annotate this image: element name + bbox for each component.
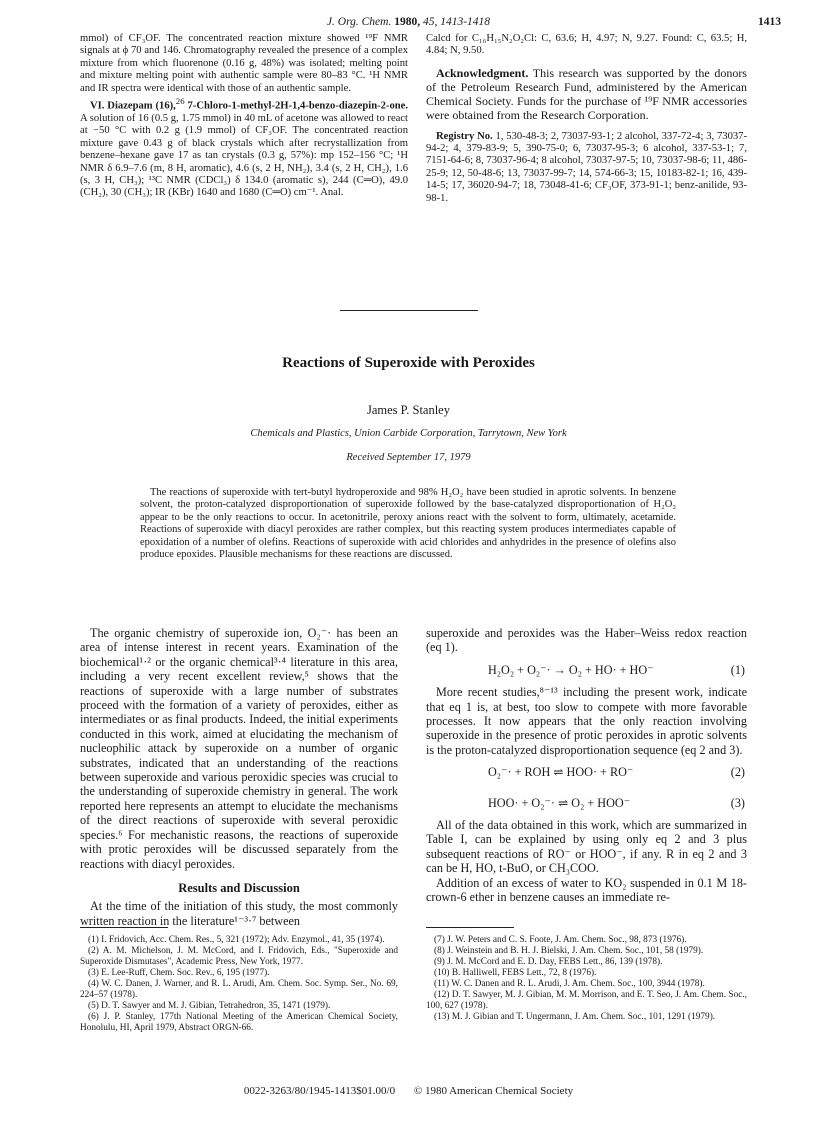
haber-weiss-paragraph: superoxide and peroxides was the Haber–Weiss redox reaction (eq 1). [426, 626, 747, 655]
copyright: © 1980 American Chemical Society [413, 1085, 574, 1097]
main-right-column [426, 626, 747, 905]
page-footer [0, 1085, 817, 1097]
received-date: Received September 17, 1979 [346, 452, 471, 463]
footnote: (7) J. W. Peters and C. S. Foote, J. Am. Chem. Soc., 98, 873 (1976). [434, 935, 687, 945]
water-addition-paragraph: Addition of an excess of water to KO₂ suspended in 0.1 M 18-crown-6 ether in benzene causes an immediate re- [426, 875, 747, 905]
diazepam-text: A solution of 16 (0.5 g, 1.75 mmol) in 40 mL of acetone was allowed to react at −50 °C with 0.2 g (1.9 mmol) of CF₃OF. The concentrated reaction mixture gave 0.43 g of black crystals which after recrystallization from benzene–hexane gave 17 as tan crystals (0.3 g, 57%): mp 152–156 °C; ¹H NMR δ 6.9–7.6 (m, 8 H, aromatic), 4.6 (s, 2 H, NH₂), 3.4 (s, 2 H, CH₂), 1.6 (s, 3 H, CH₃); ¹³C NMR (CDCl₃) δ 134.0 (aromatic s), 244 (C═O), 49.0 (CH₂), 30 (CH₃); IR (KBr) 1640 and 1680 (C═O) cm⁻¹. Anal. [80, 112, 408, 199]
journal-name: J. Org. Chem. [326, 16, 392, 28]
article-divider [340, 310, 478, 311]
footnote: (3) E. Lee-Ruff, Chem. Soc. Rev., 6, 195 (1977). [88, 968, 270, 978]
journal-pages: 1413-1418 [440, 16, 491, 28]
footnote: (6) J. P. Stanley, 177th National Meeting of the American Chemical Society, Honolulu, HI, April 1979, Abstract ORGN-66. [80, 1012, 398, 1033]
main-left-column [80, 626, 398, 928]
footnote: (9) J. M. McCord and E. D. Day, FEBS Lett., 86, 139 (1978). [434, 957, 663, 967]
footnote: (12) D. T. Sawyer, M. J. Gibian, M. M. Morrison, and E. T. Seo, J. Am. Chem. Soc., 100, 627 (1978). [426, 990, 747, 1011]
footnote: (10) B. Halliwell, FEBS Lett., 72, 8 (1976). [434, 968, 597, 978]
acknowledgment-text: This research was supported by the donors of the Petroleum Research Fund, administered by the American Chemical Society. Funds for the purchase of ¹⁹F NMR accessories were obtained from the Research Corporation. [426, 65, 747, 123]
footnote: (5) D. T. Sawyer and M. J. Gibian, Tetrahedron, 35, 1471 (1979). [88, 1001, 331, 1011]
equation-3 [426, 788, 747, 818]
footnote: (11) W. C. Danen and R. L. Arudi, J. Am. Chem. Soc., 100, 3944 (1978). [434, 979, 705, 989]
results-paragraph: At the time of the initiation of this study, the most commonly written reaction in the literature¹⁻³·⁷ between [80, 899, 398, 928]
journal-volume: 45, [422, 16, 438, 28]
footnote: (13) M. J. Gibian and T. Ungermann, J. Am. Chem. Soc., 101, 1291 (1979). [434, 1012, 716, 1022]
diazepam-compound-name: 7-Chloro-1-methyl-2H-1,4-benzo-diazepin-2-one. [187, 100, 408, 112]
registry-heading: Registry No. [436, 130, 493, 142]
footnotes-right [426, 935, 747, 1023]
equation-2 [426, 757, 747, 787]
footnote-rule-left [80, 927, 168, 928]
registry-numbers [426, 131, 747, 205]
page-number: 1413 [758, 16, 781, 28]
article-author: James P. Stanley [367, 403, 450, 417]
equation-1-text: H₂O₂ + O₂⁻· → O₂ + HO· + HO⁻ [488, 662, 654, 677]
footnote: (8) J. Weinstein and B. H. J. Bielski, J. Am. Chem. Soc., 101, 58 (1979). [434, 946, 704, 956]
table-summary-paragraph: All of the data obtained in this work, which are summarized in Table I, can be explained by using only eq 2 and 3 plus subsequent reactions of RO⁻ or HOO⁻, if any. R in eq 2 and 3 can be H, HO, t-BuO, or CH₃COO. [426, 818, 747, 876]
equation-1 [426, 655, 747, 685]
footnote-rule-right [426, 927, 514, 928]
previous-article-right-column [426, 33, 747, 205]
article-title: Reactions of Superoxide with Peroxides [282, 355, 535, 371]
previous-article-left-column [80, 33, 408, 200]
equation-3-text: HOO· + O₂⁻· ⇌ O₂ + HOO⁻ [488, 795, 631, 810]
diazepam-heading: VI. Diazepam (16), [90, 100, 176, 112]
equation-2-number: (2) [730, 765, 745, 780]
registry-text: 1, 530-48-3; 2, 73037-93-1; 2 alcohol, 337-72-4; 3, 73037-94-2; 4, 379-83-9; 5, 390-75-0; 6, 73037-95-3; 6 alcohol, 337-53-1; 7, 7151-64-6; 8, 73037-96-4; 8 alcohol, 73037-97-5; 10, 73037-98-6; 11, 486-25-9; 12, 50-48-6; 13, 73037-99-7; 14, 574-66-3; 15, 10183-82-1; 16, 439-14-5; 17, 36020-94-7; 18, 73048-41-6; CF₃OF, 373-91-1; benz-anilide, 93-98-1. [426, 130, 747, 204]
recent-studies-paragraph: More recent studies,⁸⁻¹³ including the present work, indicate that eq 1 is, at best, too slow to compete with more favorable processes. It now appears that the only reaction involving superoxide in the presence of protic peroxides in aprotic solvents is the proton-catalyzed disproportionation sequence (eq 2 and 3). [426, 685, 747, 757]
footnote: (4) W. C. Danen, J. Warner, and R. L. Arudi, Am. Chem. Soc. Symp. Ser., No. 69, 224–57 (1978). [80, 979, 398, 1000]
experimental-paragraph: mmol) of CF₃OF. The concentrated reaction mixture showed ¹⁹F NMR signals at ϕ 70 and 146. Chromatography revealed the presence of a complex mixture from which fluorenone (0.16 g, 48%) was isolated; melting point and mixture melting point with authentic sample were 80–83 °C. ¹H NMR and IR spectra were identical with those of an authentic sample. [80, 33, 408, 94]
section-heading: Results and Discussion [178, 880, 300, 895]
diazepam-paragraph [80, 95, 408, 200]
journal-year: 1980, [394, 16, 421, 28]
introduction-paragraph: The organic chemistry of superoxide ion, O₂⁻· has been an area of intense interest in recent years. Examination of the biochemical¹·² or the organic chemical³·⁴ literature in this area, including a very recent excellent review,⁵ shows that the reactions of superoxide with a large number of substrates proceed with the formation of a variety of peroxides, either as intermediates or as final products. Indeed, the initial experiments conducted in this work, aimed at elucidating the mechanism of nucleophilic attack by superoxide on a number of organic substrates, indicated that an understanding of the reactions between superoxide and various peroxidic species was crucial to the understanding of superoxide chemistry in general. The work reported here represents an attempt to elucidate the mechanisms of the direct reactions of superoxide with several peroxidic species.⁶ For mechanistic reasons, the reactions of superoxide with protic peroxides will be discussed separately from the reactions with diacyl peroxides. [80, 626, 398, 871]
footnotes-left [80, 935, 398, 1034]
footnote: (2) A. M. Michelson, J. M. McCord, and I. Fridovich, Eds., "Superoxide and Superoxide Dismutases", Academic Press, New York, 1977. [80, 946, 398, 967]
equation-3-number: (3) [730, 795, 745, 810]
acknowledgment [426, 66, 747, 123]
diazepam-ref: 26 [175, 96, 185, 107]
equation-1-number: (1) [730, 662, 745, 677]
article-code: 0022-3263/80/1945-1413$01.00/0 [243, 1085, 396, 1097]
elemental-analysis: Calcd for C₁₆H₁₅N₂O₂Cl: C, 63.6; H, 4.97; N, 9.27. Found: C, 63.5; H, 4.84; N, 9.50. [426, 33, 747, 57]
running-header [0, 16, 817, 28]
footnote: (1) I. Fridovich, Acc. Chem. Res., 5, 321 (1972); Adv. Enzymol., 41, 35 (1974). [88, 935, 385, 945]
abstract: The reactions of superoxide with tert-butyl hydroperoxide and 98% H₂O₂ have been studied in aprotic solvents. In benzene solvent, the proton-catalyzed disproportionation of superoxide followed by the base-catalyzed disproportionation of H₂O₂ appear to be the only reactions to occur. In acetonitrile, peroxy anions react with the solvent to form, ultimately, acetamide. Reactions of superoxide with diacyl peroxides are rather complex, but this reacting system produces intermediates capable of epoxidation of a number of olefins. Reactions of superoxide with acid chlorides and anhydrides in the presence of olefins also produce epoxides. Plausible mechanisms for these reactions are discussed. [140, 487, 676, 561]
author-affiliation: Chemicals and Plastics, Union Carbide Corporation, Tarrytown, New York [250, 428, 567, 439]
acknowledgment-heading: Acknowledgment. [436, 65, 529, 80]
equation-2-text: O₂⁻· + ROH ⇌ HOO· + RO⁻ [488, 765, 634, 780]
